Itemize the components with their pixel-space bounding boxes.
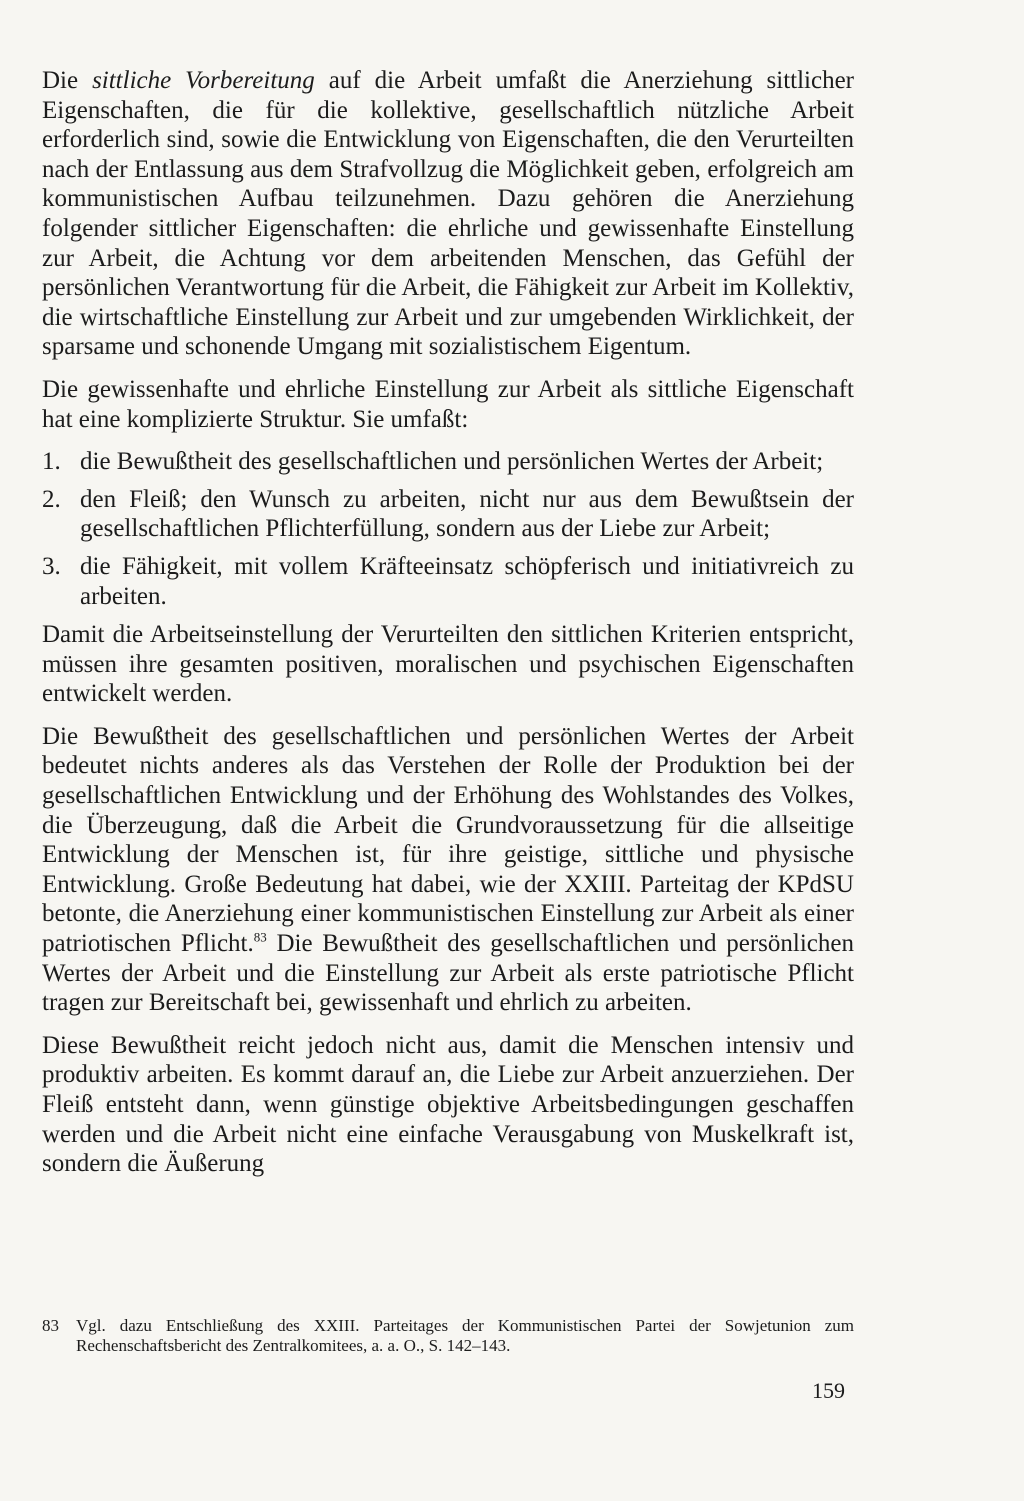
footnote-text: Vgl. dazu Entschließung des XXIII. Parteitages der Kommunistischen Partei der Sowjetunion zum Rechenschaftsbericht des Zentralkomitees, a. a. O., S. 142–143. (76, 1316, 854, 1355)
paragraph-1-emphasis: sittliche Vorbereitung (92, 67, 315, 94)
list-item (42, 552, 854, 611)
paragraph-4 (42, 722, 854, 1018)
page-number: 159 (812, 1378, 845, 1403)
list-item-text: die Bewußtheit des gesellschaftlichen und persönlichen Wertes der Arbeit; (80, 448, 824, 476)
list-item (42, 447, 854, 477)
list-item-number: 3. (42, 552, 61, 580)
numbered-list (42, 447, 854, 611)
paragraph-1-rest: auf die Arbeit umfaßt die Anerziehung sittlicher Eigenschaften, die für die kollektive, gesellschaftlich nützliche Arbeit erforderlich sind, sowie die Entwicklung von Eigenschaften, die den Verurteilten nach der Entlassung aus dem Strafvollzug die Möglichkeit geben, erfolgreich am kommunistischen Aufbau teilzunehmen. Dazu gehören die Anerziehung folgender sittlicher Eigenschaften: die ehrliche und gewissenhafte Einstellung zur Arbeit, die Achtung vor dem arbeitenden Menschen, das Gefühl der persönlichen Verantwortung für die Arbeit, die Fähigkeit zur Arbeit im Kollektiv, die wirtschaftliche Einstellung zur Arbeit und zur umgebenden Wirklichkeit, der sparsame und schonende Umgang mit sozialistischem Eigentum. (42, 67, 854, 361)
paragraph-1 (42, 66, 854, 362)
list-item-text: die Fähigkeit, mit vollem Kräfteeinsatz schöpferisch und initiativreich zu arbeiten. (80, 552, 854, 610)
paragraph-4-part-1: Die Bewußtheit des gesellschaftlichen und persönlichen Wertes der Arbeit bedeutet nichts anderes als das Verstehen der Rolle der Produktion bei der gesellschaftlichen Entwicklung und der Erhöhung des Wohlstandes des Volkes, die Überzeugung, daß die Arbeit die Grundvoraussetzung für die allseitige Entwicklung der Menschen ist, für ihre geistige, sittliche und physische Entwicklung. Große Bedeutung hat dabei, wie der XXIII. Parteitag der KPdSU betonte, die Anerziehung einer kommunistischen Einstellung zur Arbeit als einer patriotischen Pflicht. (42, 722, 854, 958)
page-body (42, 66, 854, 1192)
list-item-number: 1. (42, 448, 61, 476)
paragraph-3: Damit die Arbeitseinstellung der Verurteilten den sittlichen Kriterien entspricht, müssen ihre gesamten positiven, moralischen und psychischen Eigenschaften entwickelt werden. (42, 621, 854, 708)
list-item (42, 485, 854, 544)
paragraph-2: Die gewissenhafte und ehrliche Einstellung zur Arbeit als sittliche Eigenschaft hat eine komplizierte Struktur. Sie umfaßt: (42, 375, 854, 433)
footnote-number: 83 (42, 1316, 59, 1335)
footnote-reference: 83 (253, 929, 267, 945)
list-item-number: 2. (42, 485, 61, 513)
paragraph-1-lead: Die (42, 67, 93, 94)
footnote (42, 1316, 854, 1356)
paragraph-5: Diese Bewußtheit reicht jedoch nicht aus, damit die Menschen intensiv und produktiv arbeiten. Es kommt darauf an, die Liebe zur Arbeit anzuerziehen. Der Fleiß entsteht dann, wenn günstige objektive Arbeitsbedingungen geschaffen werden und die Arbeit nicht eine einfache Verausgabung von Muskelkraft ist, sondern die Äußerung (42, 1031, 854, 1178)
list-item-text: den Fleiß; den Wunsch zu arbeiten, nicht nur aus dem Bewußtsein der gesellschaftlichen Pflichterfüllung, sondern aus der Liebe zur Arbeit; (80, 485, 854, 543)
paragraph-4-part-2: Die Bewußtheit des gesellschaftlichen und persönlichen Wertes der Arbeit und die Einstellung zur Arbeit als erste patriotische Pflicht tragen zur Bereitschaft bei, gewissenhaft und ehrlich zu arbeiten. (42, 930, 854, 1017)
